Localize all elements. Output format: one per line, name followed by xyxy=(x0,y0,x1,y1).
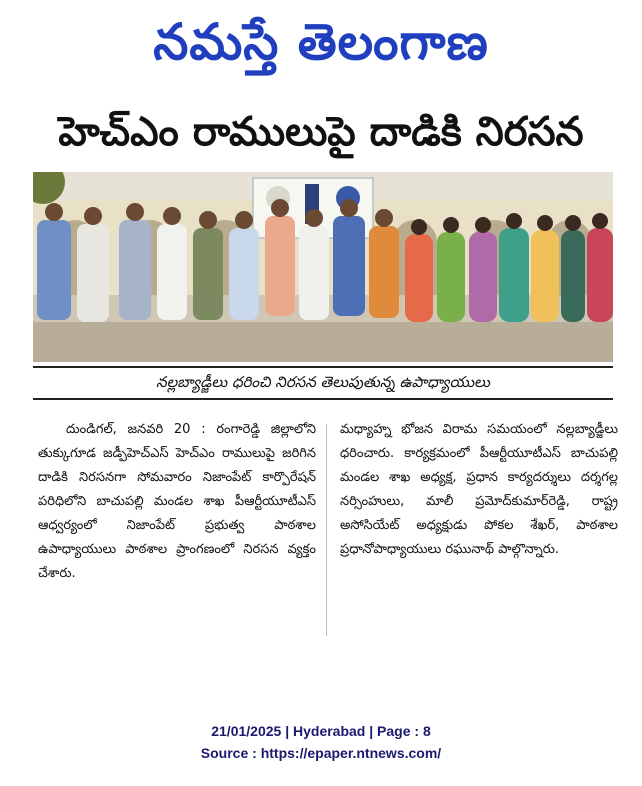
page-footer xyxy=(0,720,642,764)
article-paragraph-left: దుండిగల్, జనవరి 20 : రంగారెడ్డి జిల్లాలోని తుక్కుగూడ జడ్పీహెచ్‌ఎస్ హెచ్‌ఎం రాములుపై జరిగిన దాడికి నిరసనగా సోమవారం నిజాంపేట్ కార్పొరేషన్ పరిధిలోని బాచుపల్లి మండల శాఖ పీఆర్టీయూటీఎస్ ఆధ్వర్యంలో నిజాంపేట్ ప్రభుత్వ పాఠశాల ఉపాధ్యాయులు పాఠశాల ప్రాంగణంలో నిరసన వ్యక్తం చేశారు. xyxy=(38,422,316,581)
footer-dateline: 21/01/2025 | Hyderabad | Page : 8 xyxy=(211,723,431,739)
footer-source: Source : https://epaper.ntnews.com/ xyxy=(200,745,442,761)
article-headline: హెచ్‌ఎం రాములుపై దాడికి నిరసన xyxy=(58,109,584,155)
article-column-left xyxy=(38,418,316,648)
caption-top-rule xyxy=(33,366,613,368)
article-column-right xyxy=(340,418,618,648)
article-paragraph-right: మధ్యాహ్న భోజన విరామ సమయంలో నల్లబ్యాడ్జీలు ధరించారు. కార్యక్రమంలో పీఆర్టీయూటీఎస్ బాచుపల్లి మండల శాఖ అధ్యక్ష, ప్రధాన కార్యదర్శులు దర్శగల్ల నర్సింహులు, మాలీ ప్రమోద్‌కుమార్‌రెడ్డి, రాష్ట్ర అసోసియేట్ అధ్యక్షుడు పోకల శేఖర్, పాఠశాల ప్రధానోపాధ్యాయులు రఘునాథ్ పాల్గొన్నారు. xyxy=(340,422,618,557)
photo-caption: నల్లబ్యాడ్జీలు ధరించి నిరసన తెలుపుతున్న ఉపాధ్యాయులు xyxy=(156,373,490,391)
column-divider xyxy=(326,424,327,636)
newspaper-masthead: నమస్తే తెలంగాణ xyxy=(153,13,489,71)
article-photo xyxy=(33,172,613,362)
caption-bottom-rule xyxy=(33,398,613,400)
